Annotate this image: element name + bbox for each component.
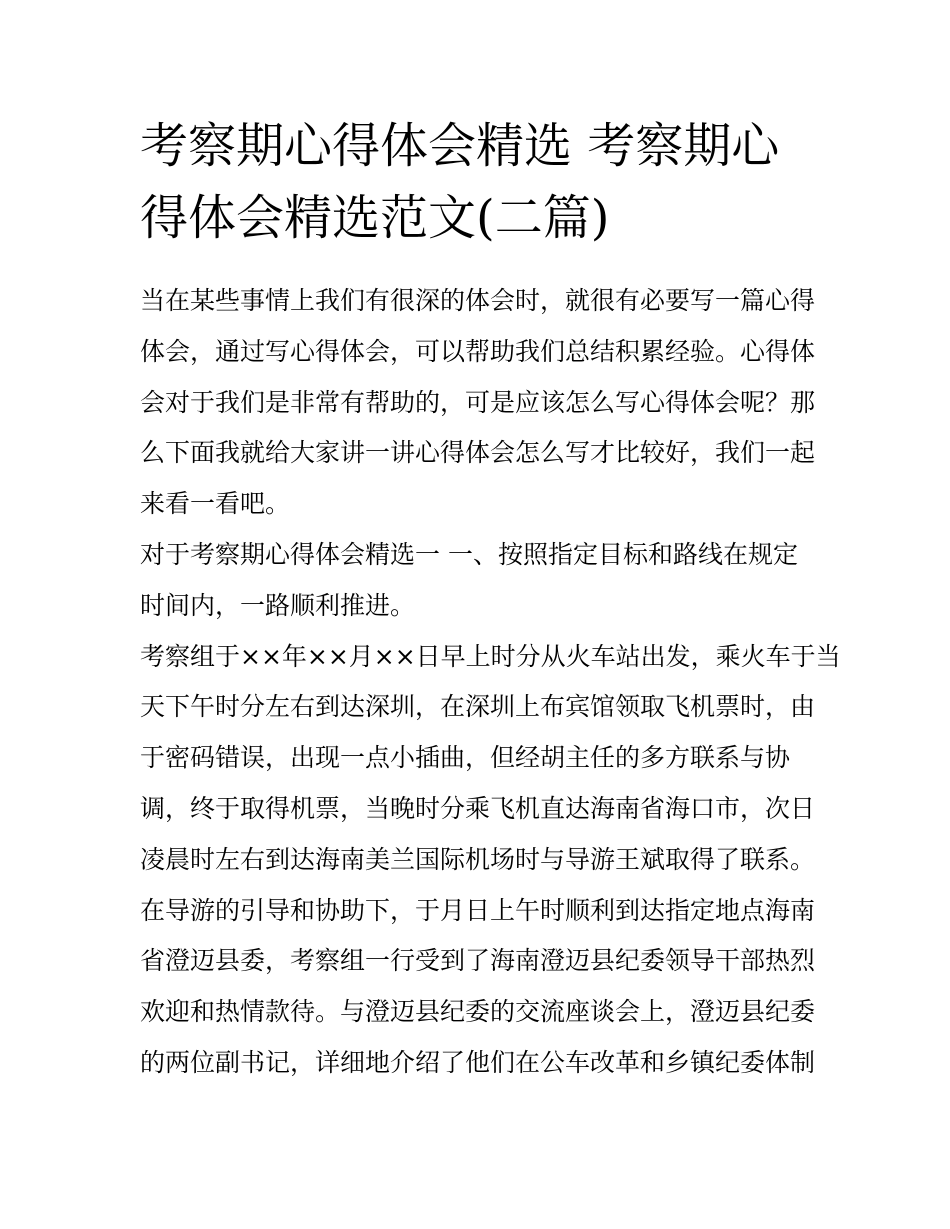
text-line: 考察组于××年××月××日早上时分从火车站出发，乘火车于当 [140,641,841,671]
text-line: 欢迎和热情款待。与澄迈县纪委的交流座谈会上，澄迈县纪委 [140,997,816,1027]
text-line: 时间内，一路顺利推进。 [140,590,416,620]
text-line: 的两位副书记，详细地介绍了他们在公车改革和乡镇纪委体制 [140,1047,816,1077]
paragraph-intro [140,276,820,530]
text-line: 来看一看吧。 [140,489,291,519]
title-line: 考察期心得体会精选 考察期心 [140,118,780,174]
text-line: 省澄迈县委，考察组一行受到了海南澄迈县纪委领导干部热烈 [140,946,816,976]
paragraph-body [140,632,841,1089]
text-line: 对于考察期心得体会精选一 一、按照指定目标和路线在规定 [140,539,798,569]
text-line: 么下面我就给大家讲一讲心得体会怎么写才比较好，我们一起 [140,438,816,468]
text-line: 当在某些事情上我们有很深的体会时，就很有必要写一篇心得 [140,286,816,315]
text-line: 凌晨时左右到达海南美兰国际机场时与导游王斌取得了联系。 [140,844,816,874]
text-line: 于密码错误，出现一点小插曲，但经胡主任的多方联系与协 [140,743,791,773]
text-line: 在导游的引导和协助下，于月日上午时顺利到达指定地点海南 [140,895,816,925]
title-line: 得体会精选范文(二篇) [140,190,610,246]
text-line: 天下午时分左右到达深圳，在深圳上布宾馆领取飞机票时，由 [140,692,816,722]
paragraph-section-heading [140,530,820,632]
text-line: 调，终于取得机票，当晚时分乘飞机直达海南省海口市，次日 [140,793,816,823]
text-line: 会对于我们是非常有帮助的，可是应该怎么写心得体会呢？那 [140,387,816,417]
document-body [140,276,841,1089]
text-line: 体会，通过写心得体会，可以帮助我们总结积累经验。心得体 [140,336,816,366]
document-title [140,110,820,254]
